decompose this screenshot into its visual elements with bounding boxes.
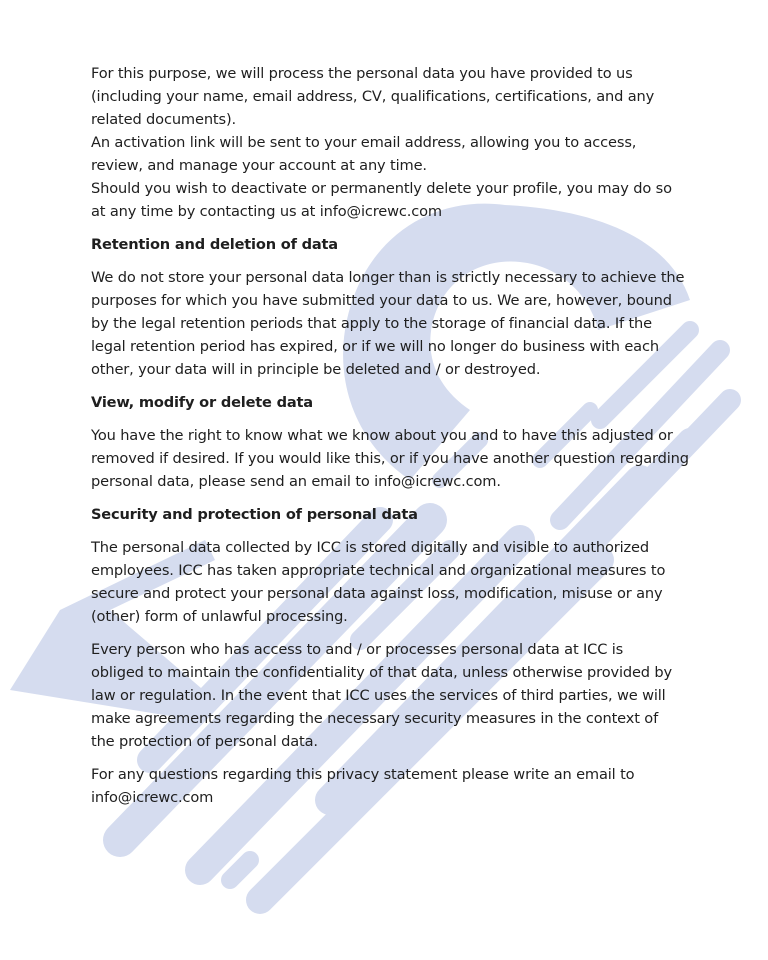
- text-line: employees. ICC has taken appropriate technical and organizational measures to: [91, 562, 666, 579]
- text-line: You have the right to know what we know about you and to have this adjusted or: [91, 427, 673, 444]
- text-line: the protection of personal data.: [91, 733, 318, 750]
- text-line: related documents).: [91, 111, 236, 128]
- view-heading: View, modify or delete data: [91, 394, 313, 411]
- text-line: personal data, please send an email to info@icrewc.com.: [91, 473, 501, 490]
- text-line: We do not store your personal data longer than is strictly necessary to achieve the: [91, 269, 685, 286]
- retention-paragraph: [91, 266, 691, 381]
- text-line: other, your data will in principle be deleted and / or destroyed.: [91, 361, 541, 378]
- security-paragraph-1: [91, 536, 691, 628]
- text-line: legal retention period has expired, or if we will no longer do business with each: [91, 338, 659, 355]
- text-line: law or regulation. In the event that ICC uses the services of third parties, we will: [91, 687, 666, 704]
- retention-heading: Retention and deletion of data: [91, 236, 338, 253]
- security-paragraph-3: [91, 763, 691, 809]
- text-line: by the legal retention periods that apply to the storage of financial data. If the: [91, 315, 652, 332]
- text-line: review, and manage your account at any time.: [91, 157, 427, 174]
- text-line: Every person who has access to and / or processes personal data at ICC is: [91, 641, 624, 658]
- text-line: obliged to maintain the confidentiality of that data, unless otherwise provided by: [91, 664, 673, 681]
- text-line: (including your name, email address, CV, qualifications, certifications, and any: [91, 88, 655, 105]
- text-line: An activation link will be sent to your email address, allowing you to access,: [91, 134, 637, 151]
- text-line: at any time by contacting us at info@icrewc.com: [91, 203, 442, 220]
- text-line: Should you wish to deactivate or permanently delete your profile, you may do so: [91, 180, 672, 197]
- text-line: For this purpose, we will process the personal data you have provided to us: [91, 65, 633, 82]
- text-line: For any questions regarding this privacy statement please write an email to: [91, 766, 635, 783]
- security-heading: Security and protection of personal data: [91, 506, 418, 523]
- text-line: info@icrewc.com: [91, 789, 214, 806]
- security-paragraph-2: [91, 638, 691, 753]
- text-line: The personal data collected by ICC is stored digitally and visible to authorized: [91, 539, 649, 556]
- text-line: secure and protect your personal data against loss, modification, misuse or any: [91, 585, 663, 602]
- document-page: [91, 62, 691, 819]
- text-line: (other) form of unlawful processing.: [91, 608, 348, 625]
- intro-paragraph: [91, 62, 691, 223]
- text-line: purposes for which you have submitted your data to us. We are, however, bound: [91, 292, 672, 309]
- text-line: make agreements regarding the necessary security measures in the context of: [91, 710, 659, 727]
- view-paragraph: [91, 424, 691, 493]
- text-line: removed if desired. If you would like this, or if you have another question regarding: [91, 450, 689, 467]
